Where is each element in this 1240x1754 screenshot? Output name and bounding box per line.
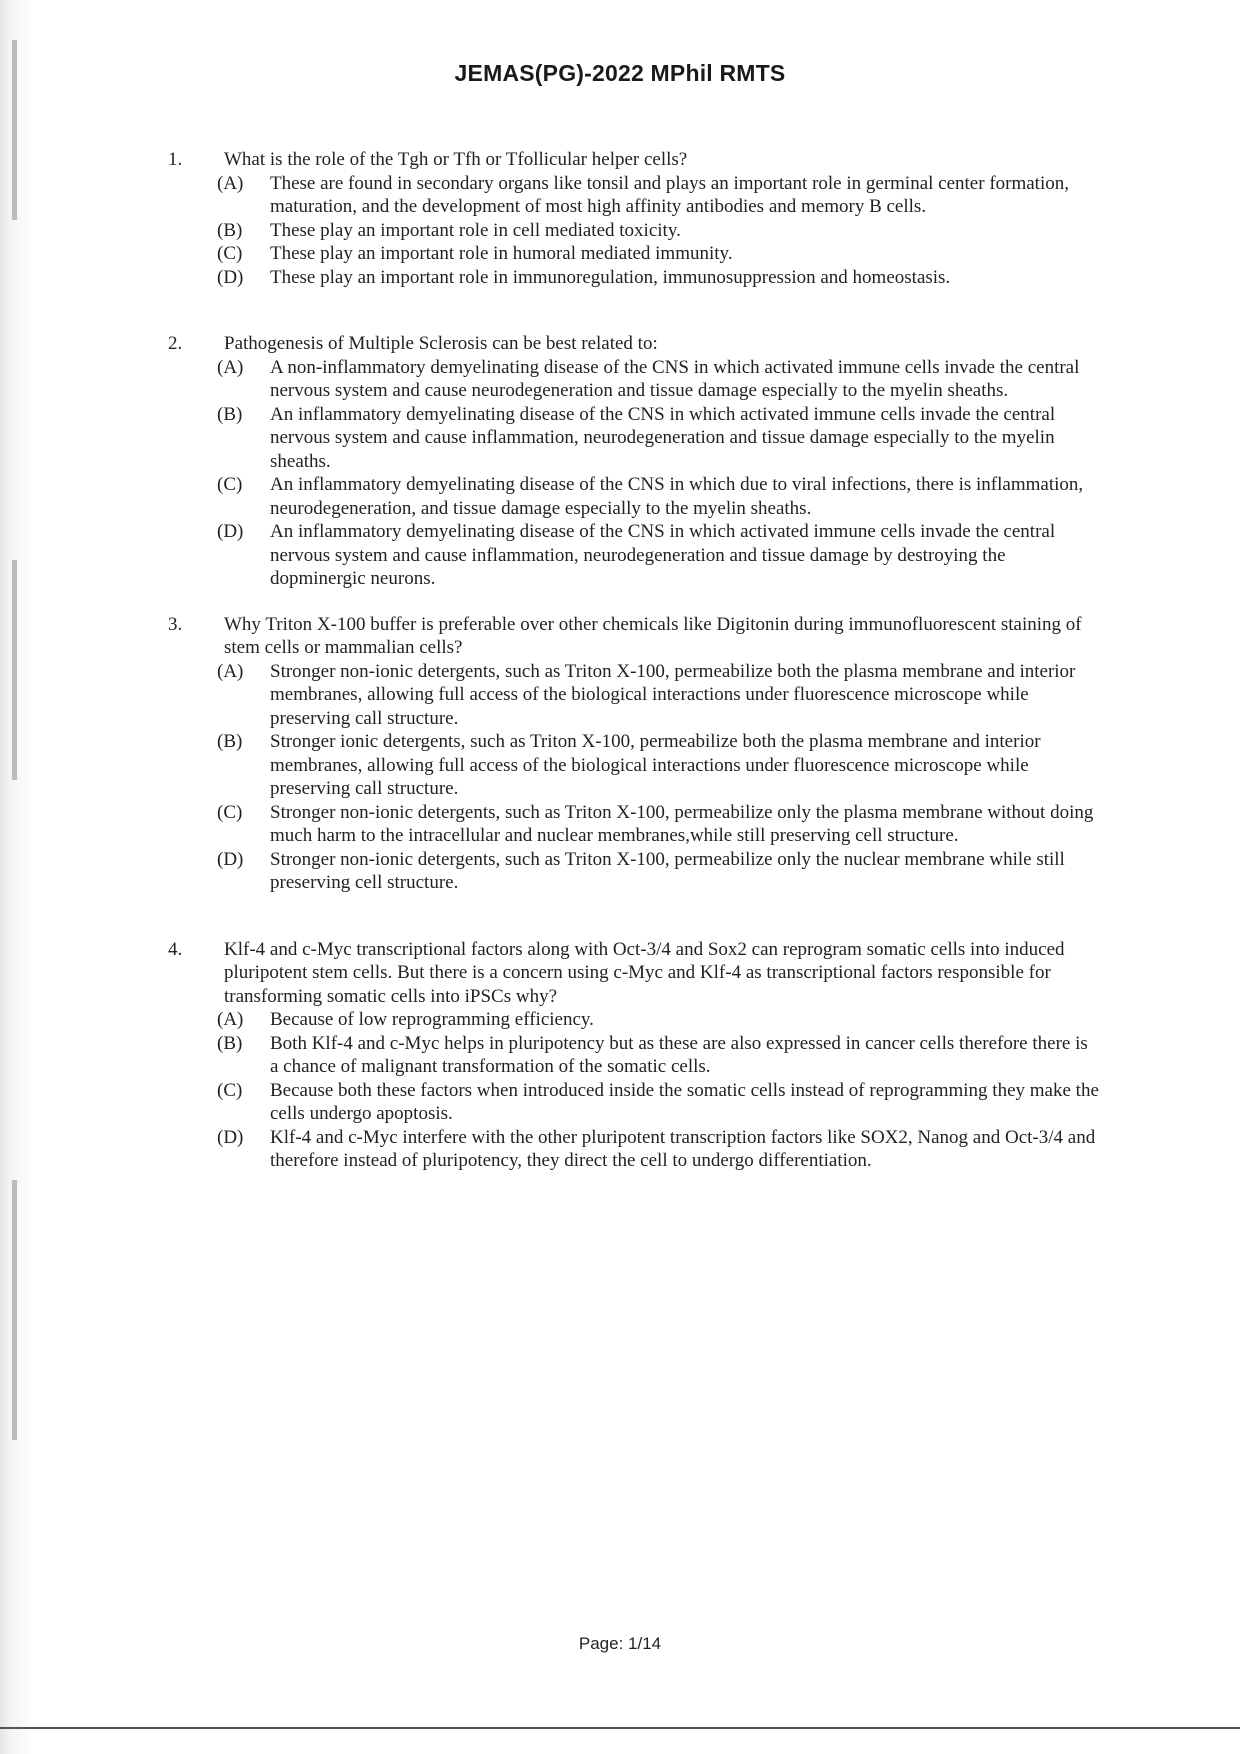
option-text: Stronger non-ionic detergents, such as Triton X-100, permeabilize only the nuclear membrane while still preserving cell structure. (270, 848, 1065, 893)
option-d (217, 266, 1100, 290)
bottom-rule (0, 1727, 1240, 1729)
option-label: (A) (217, 172, 244, 194)
option-text: These are found in secondary organs like tonsil and plays an important role in germinal center formation, maturation, and the development of most high affinity antibodies and memory B cells. (270, 172, 1069, 217)
option-c (217, 473, 1100, 520)
question-text: Why Triton X-100 buffer is preferable over other chemicals like Digitonin during immunofluorescent staining of stem cells or mammalian cells? (224, 613, 1082, 658)
option-label: (A) (217, 660, 244, 682)
option-text: Stronger non-ionic detergents, such as Triton X-100, permeabilize only the plasma membrane without doing much harm to the intracellular and nuclear membranes,while still preserving cell structure. (270, 801, 1094, 846)
option-d (217, 1126, 1100, 1173)
question-1 (0, 148, 1240, 289)
option-b (217, 730, 1100, 801)
question-2 (0, 332, 1240, 591)
option-text: Because of low reprogramming efficiency. (270, 1009, 594, 1030)
option-label: (D) (217, 266, 244, 288)
option-c (217, 242, 1100, 266)
question-text: Klf-4 and c-Myc transcriptional factors along with Oct-3/4 and Sox2 can reprogram somatic cells into induced pluripotent stem cells. But there is a concern using c-Myc and Klf-4 as transcriptional factors responsible for transforming somatic cells into iPSCs why? (224, 938, 1065, 1007)
option-b (217, 403, 1100, 474)
page-title: JEMAS(PG)-2022 MPhil RMTS (454, 60, 786, 86)
question-list (0, 148, 1240, 1173)
option-label: (A) (217, 356, 244, 378)
option-label: (C) (217, 1079, 243, 1101)
option-label: (C) (217, 801, 243, 823)
option-b (217, 1032, 1100, 1079)
option-a (217, 172, 1100, 219)
option-text: These play an important role in cell mediated toxicity. (270, 219, 681, 241)
scan-mark (12, 1180, 17, 1440)
question-text: Pathogenesis of Multiple Sclerosis can be best related to: (224, 333, 658, 354)
option-text: An inflammatory demyelinating disease of the CNS in which activated immune cells invade the central nervous system and cause inflammation, neurodegeneration and tissue damage by destroying the dopminergic neurons. (270, 521, 1056, 589)
option-label: (B) (217, 403, 243, 425)
option-list (0, 1008, 1240, 1173)
option-text: Because both these factors when introduced inside the somatic cells instead of reprogramming they make the cells undergo apoptosis. (270, 1079, 1099, 1124)
option-text: An inflammatory demyelinating disease of the CNS in which due to viral infections, there is inflammation, neurodegeneration, and tissue damage especially to the myelin sheaths. (270, 474, 1084, 519)
question-4 (0, 938, 1240, 1173)
option-text: Both Klf-4 and c-Myc helps in pluripotency but as these are also expressed in cancer cells therefore there is a chance of malignant transformation of the somatic cells. (270, 1032, 1088, 1077)
option-a (217, 660, 1100, 731)
question-text: What is the role of the Tgh or Tfh or Tfollicular helper cells? (224, 149, 688, 170)
option-a (217, 356, 1100, 403)
option-text: These play an important role in humoral mediated immunity. (270, 243, 733, 264)
option-d (217, 520, 1100, 591)
question-number: 1. (168, 149, 183, 170)
option-label: (C) (217, 474, 243, 495)
option-text: Stronger non-ionic detergents, such as Triton X-100, permeabilize both the plasma membrane and interior membranes, allowing full access of the biological interactions under fluorescence microscope while preserving call structure. (270, 660, 1076, 729)
option-label: (D) (217, 521, 244, 542)
option-text: These play an important role in immunoregulation, immunosuppression and homeostasis. (270, 266, 951, 288)
option-label: (A) (217, 1009, 244, 1030)
option-label: (B) (217, 731, 243, 752)
option-text: Klf-4 and c-Myc interfere with the other pluripotent transcription factors like SOX2, Nanog and Oct-3/4 and therefore instead of pluripotency, they direct the cell to undergo differentiation. (270, 1126, 1096, 1171)
question-number: 4. (168, 938, 183, 960)
question-number: 3. (168, 613, 183, 635)
option-c (217, 1079, 1100, 1126)
question-3 (0, 613, 1240, 895)
option-b (217, 219, 1100, 243)
question-number: 2. (168, 333, 183, 354)
option-text: An inflammatory demyelinating disease of the CNS in which activated immune cells invade the central nervous system and cause inflammation, neurodegeneration and tissue damage especially to the myelin sheaths. (270, 403, 1056, 472)
option-a (217, 1008, 1100, 1032)
option-d (217, 848, 1100, 895)
option-label: (B) (217, 1032, 243, 1054)
page-number: Page: 1/14 (578, 1634, 662, 1653)
option-text: A non-inflammatory demyelinating disease of the CNS in which activated immune cells invade the central nervous system and cause neurodegeneration and tissue damage especially to the myelin sheaths. (270, 356, 1080, 401)
option-list (0, 660, 1240, 895)
option-label: (B) (217, 219, 243, 241)
option-list (0, 172, 1240, 290)
option-c (217, 801, 1100, 848)
option-label: (C) (217, 243, 243, 264)
option-text: Stronger ionic detergents, such as Triton X-100, permeabilize both the plasma membrane and interior membranes, allowing full access of the biological interactions under fluorescence microscope while preserving call structure. (270, 731, 1041, 799)
option-label: (D) (217, 848, 244, 870)
option-label: (D) (217, 1126, 244, 1148)
option-list (0, 356, 1240, 591)
